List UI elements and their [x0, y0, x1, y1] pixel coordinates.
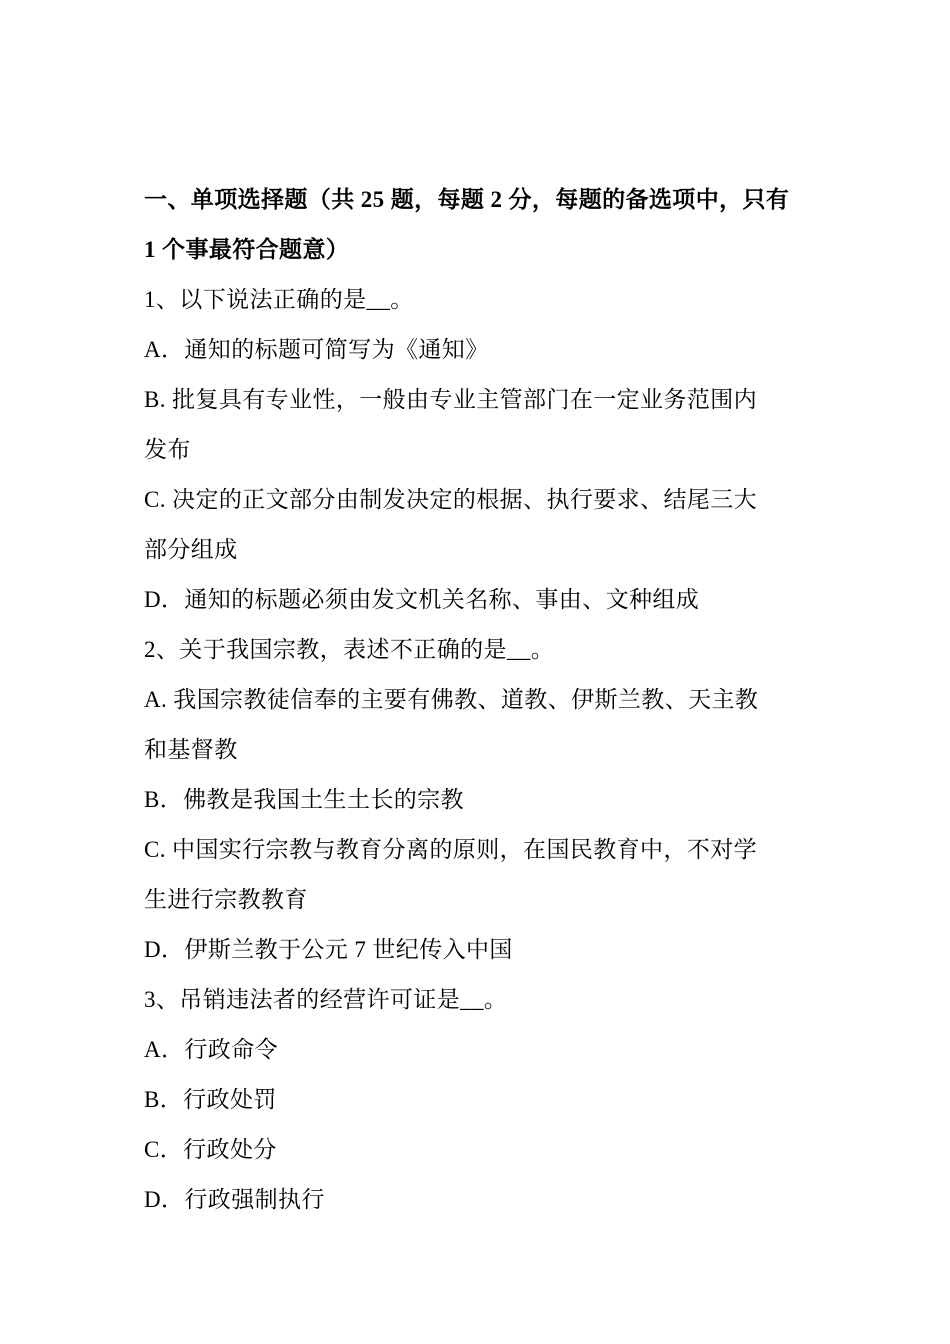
- option-text: C．行政处分: [144, 1137, 277, 1162]
- question-stem: 3、吊销违法者的经营许可证是__。: [144, 987, 508, 1012]
- option-text-continued: 发布: [144, 437, 191, 462]
- option-a: [144, 675, 814, 775]
- option-d: [144, 575, 814, 625]
- option-text: A．通知的标题可简写为《通知》: [144, 337, 489, 362]
- option-text-continued: 生进行宗教教育: [144, 887, 308, 912]
- option-a: [144, 325, 814, 375]
- option-b: [144, 1075, 814, 1125]
- option-text: C. 决定的正文部分由制发决定的根据、执行要求、结尾三大: [144, 487, 758, 512]
- option-text-continued: 和基督教: [144, 737, 238, 762]
- option-text: A．行政命令: [144, 1037, 279, 1062]
- question-stem: 2、关于我国宗教，表述不正确的是__。: [144, 637, 555, 662]
- question-3: [144, 975, 814, 1225]
- question-1: [144, 275, 814, 625]
- option-a: [144, 1025, 814, 1075]
- option-b: [144, 375, 814, 475]
- option-text: B．佛教是我国土生土长的宗教: [144, 787, 464, 812]
- option-c: [144, 475, 814, 575]
- question-2: [144, 625, 814, 975]
- option-c: [144, 825, 814, 925]
- option-text: B. 批复具有专业性，一般由专业主管部门在一定业务范围内: [144, 387, 758, 412]
- option-text: D．通知的标题必须由发文机关名称、事由、文种组成: [144, 587, 700, 612]
- section-heading-line-1: 一、单项选择题（共 25 题，每题 2 分，每题的备选项中，只有: [144, 187, 790, 212]
- option-text: B．行政处罚: [144, 1087, 277, 1112]
- question-stem: 1、以下说法正确的是__。: [144, 287, 414, 312]
- document-page: [144, 175, 814, 1225]
- option-c: [144, 1125, 814, 1175]
- option-text: A. 我国宗教徒信奉的主要有佛教、道教、伊斯兰教、天主教: [144, 687, 759, 712]
- option-text: D．伊斯兰教于公元 7 世纪传入中国: [144, 937, 513, 962]
- option-text: D．行政强制执行: [144, 1187, 325, 1212]
- option-text: C. 中国实行宗教与教育分离的原则，在国民教育中，不对学: [144, 837, 758, 862]
- option-d: [144, 925, 814, 975]
- option-d: [144, 1175, 814, 1225]
- option-text-continued: 部分组成: [144, 537, 238, 562]
- option-b: [144, 775, 814, 825]
- section-heading-line-2: 1 个事最符合题意）: [144, 237, 350, 262]
